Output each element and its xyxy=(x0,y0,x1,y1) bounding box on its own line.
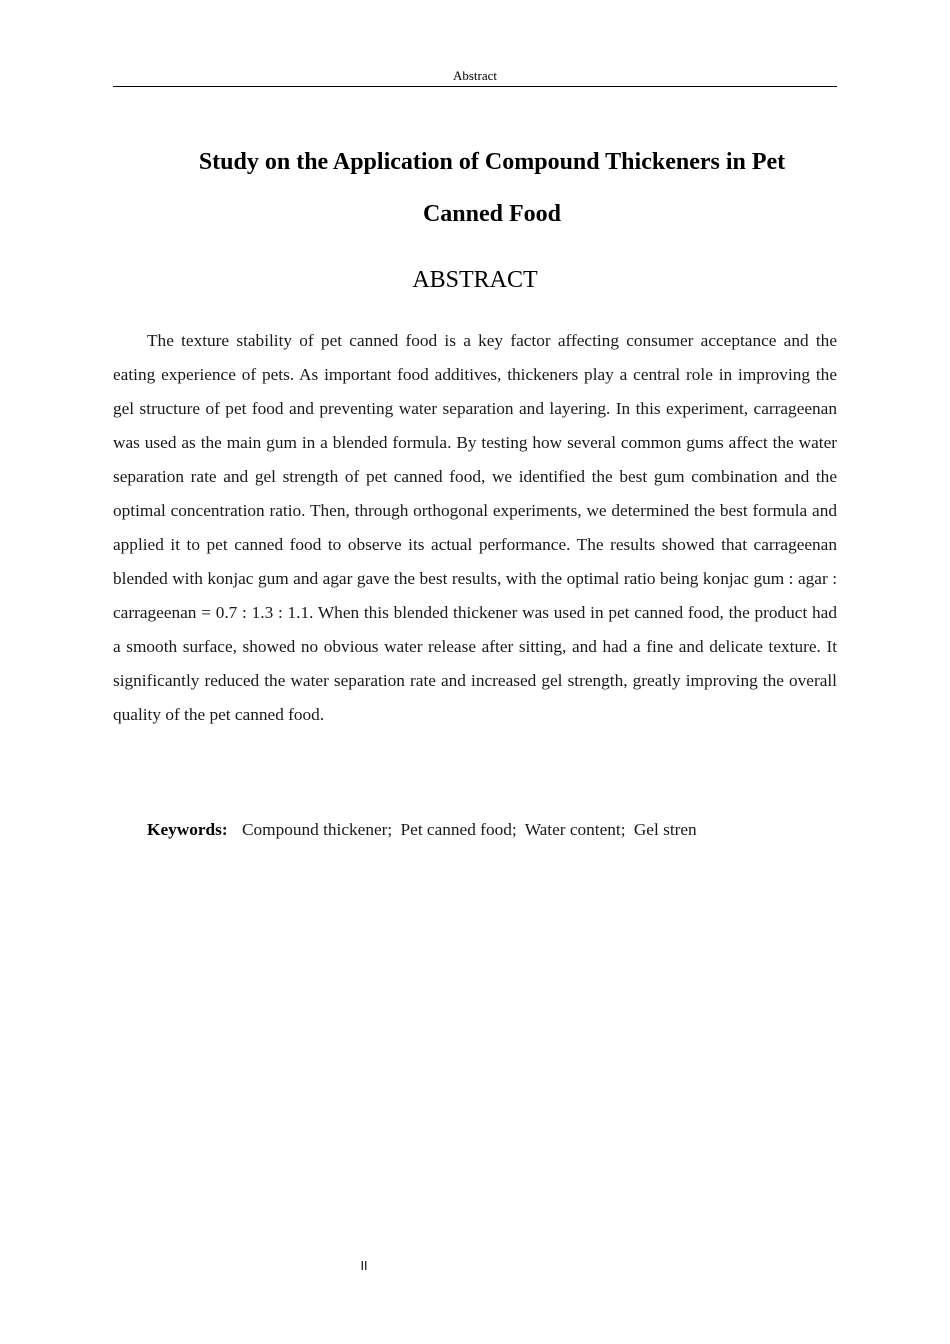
document-title xyxy=(113,136,871,240)
running-header: Abstract xyxy=(452,68,498,83)
keywords-label: Keywords: xyxy=(147,820,228,839)
keyword-item: Pet canned food; xyxy=(400,820,517,839)
abstract-paragraph: The texture stability of pet canned food is a key factor affecting consumer acceptance and the eating experience of pets. As important food additives, thickeners play a central role in improving the gel structure of pet food and preventing water separation and layering. In this experiment, carrageenan was used as the main gum in a blended formula. By testing how several common gums affect the water separation rate and gel strength of pet canned food, we identified the best gum combination and the optimal concentration ratio. Then, through orthogonal experiments, we determined the best formula and applied it to pet canned food to observe its actual performance. The results showed that carrageenan blended with konjac gum and agar gave the best results, with the optimal ratio being konjac gum : agar : carrageenan = 0.7 : 1.3 : 1.1. When this blended thickener was used in pet canned food, the product had a smooth surface, showed no obvious water release after sitting, and had a fine and delicate texture. It significantly reduced the water separation rate and increased gel strength, greatly improving the overall quality of the pet canned food. xyxy=(113,331,837,724)
keyword-item: Water content; xyxy=(524,820,626,839)
abstract-heading: ABSTRACT xyxy=(412,267,538,293)
keyword-item: Compound thickener; xyxy=(241,820,393,839)
keywords-line xyxy=(147,816,837,844)
title-line-2: Canned Food xyxy=(422,201,562,227)
page-number: II xyxy=(360,1259,368,1273)
title-line-1: Study on the Application of Compound Thickeners in Pet xyxy=(198,149,786,175)
keyword-item: Gel stren xyxy=(633,820,697,839)
header-divider xyxy=(113,86,837,87)
